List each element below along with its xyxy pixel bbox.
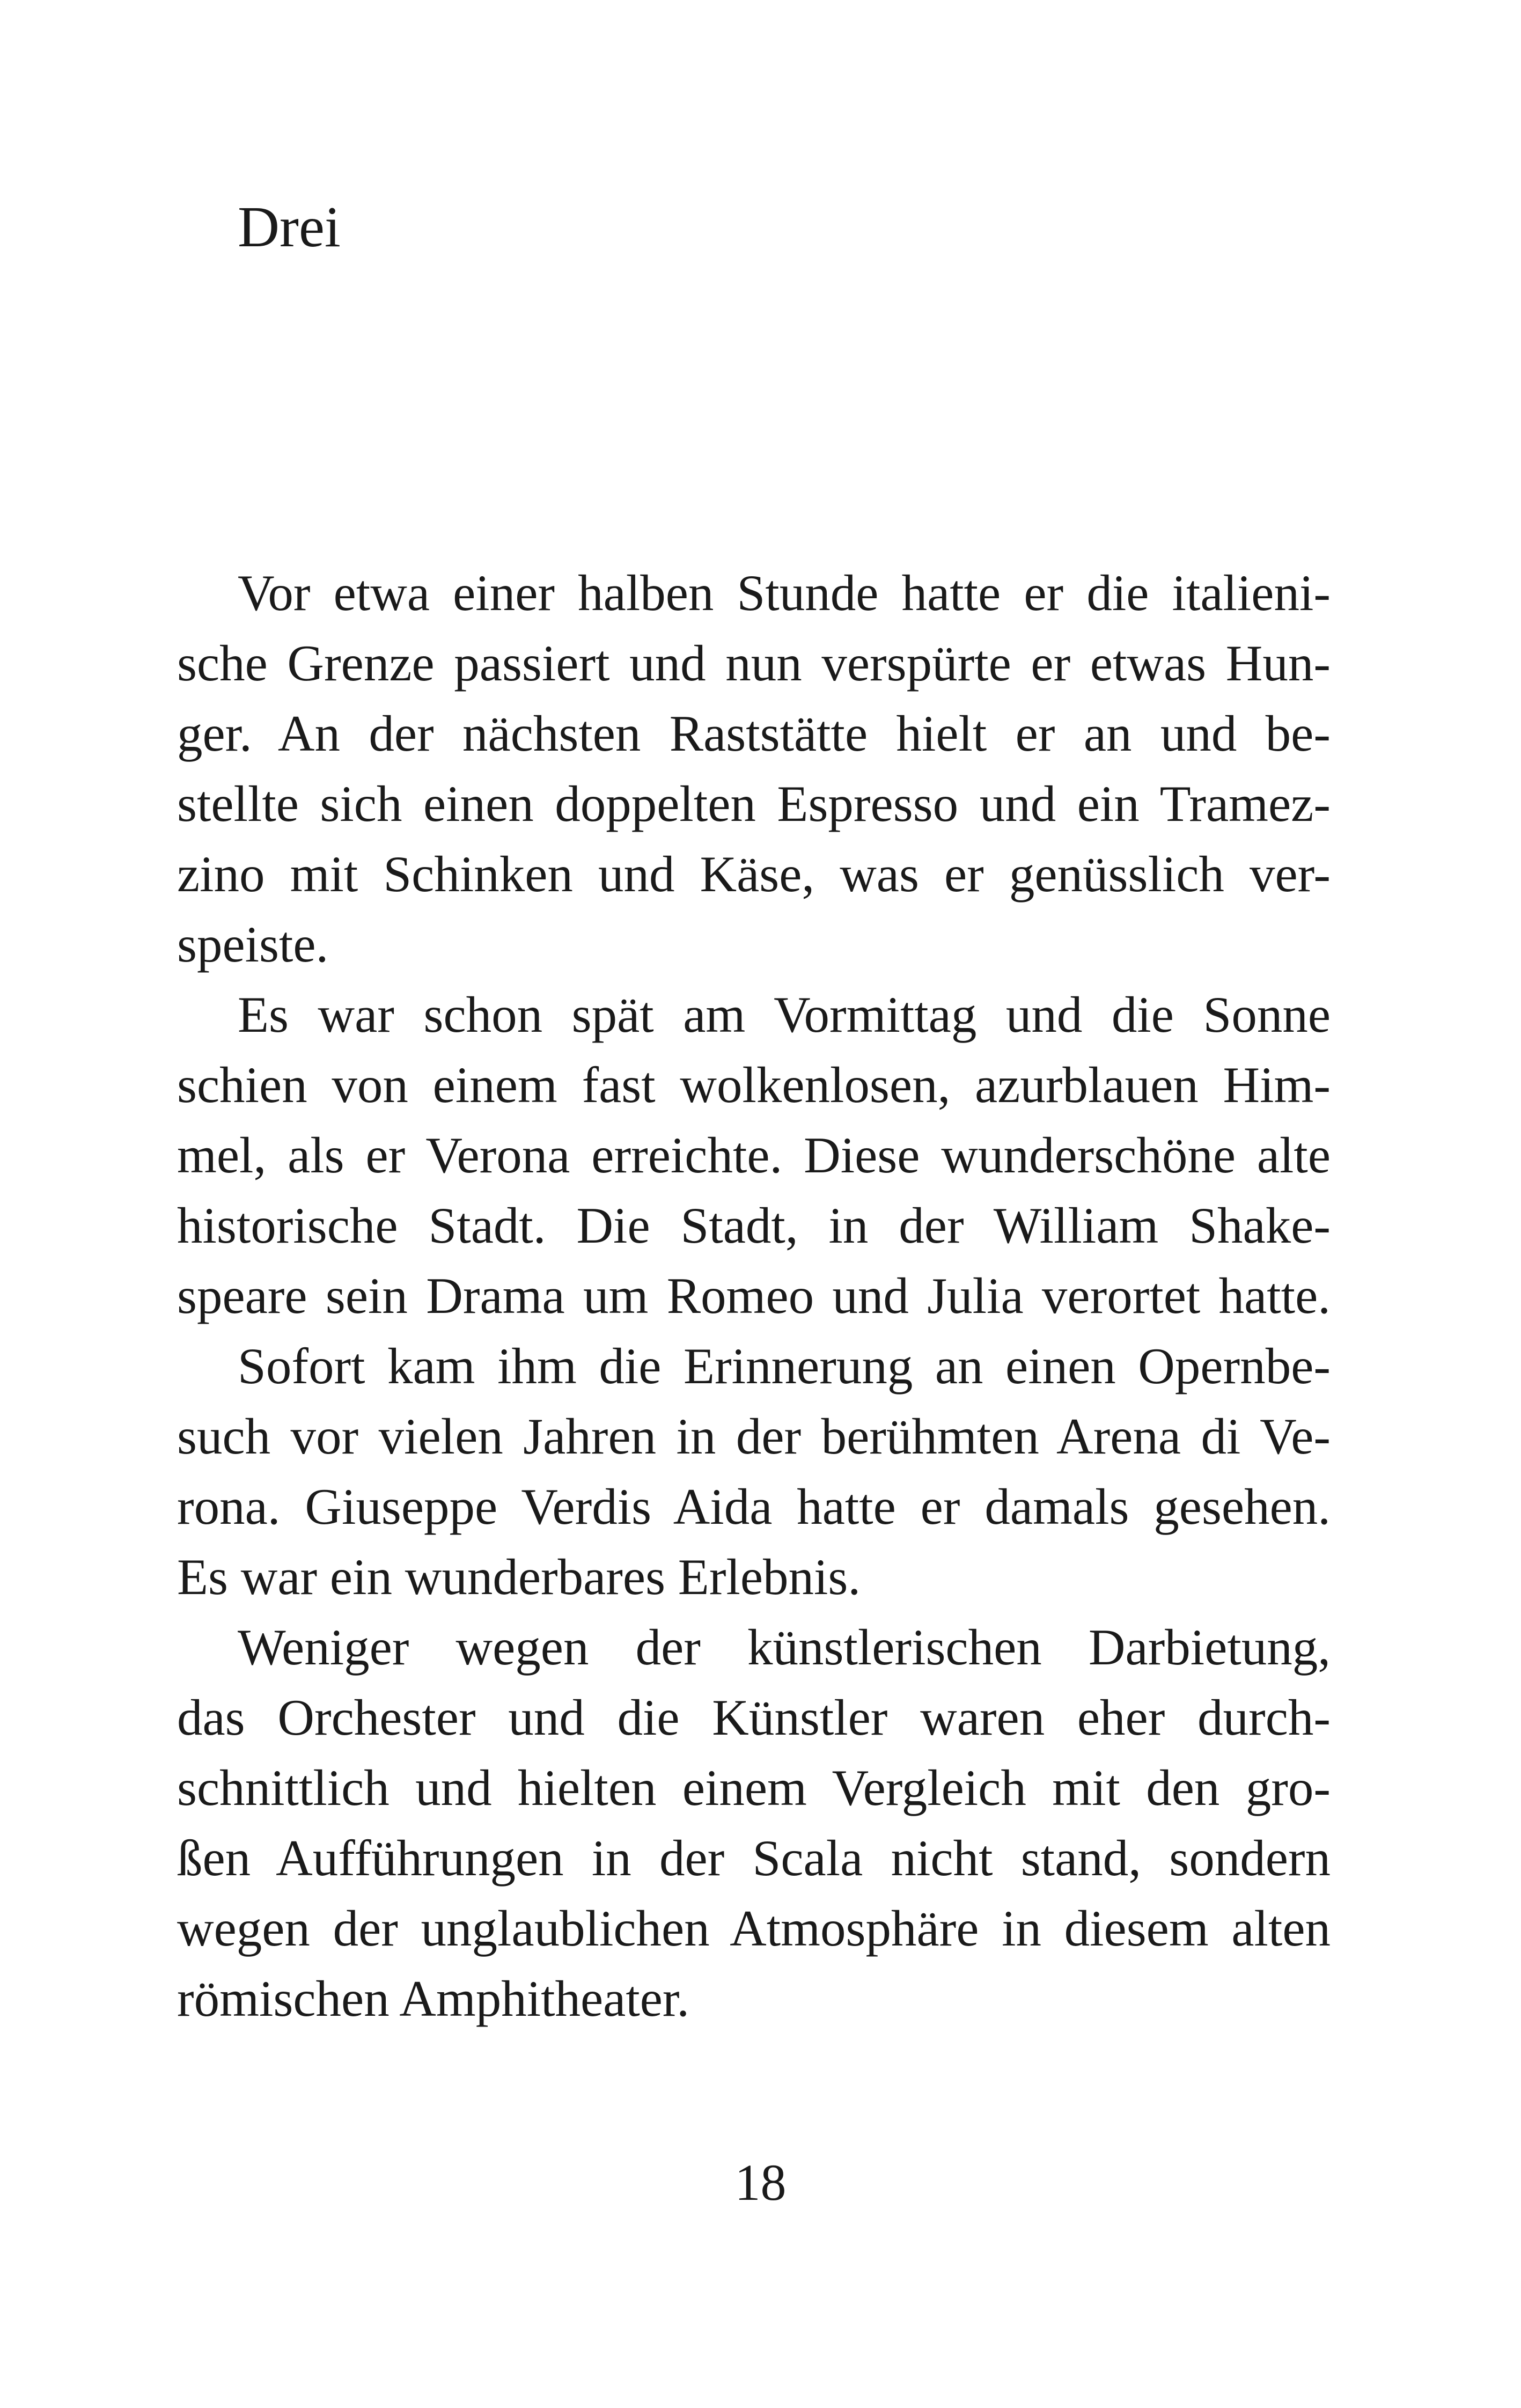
text-line: rona. Giuseppe Verdis Aida hatte er damals gesehen. bbox=[177, 1478, 1331, 1535]
text-line: stellte sich einen doppelten Espresso und ein Tramez- bbox=[177, 775, 1331, 832]
text-line: mel, als er Verona erreichte. Diese wunderschöne alte bbox=[177, 1127, 1331, 1184]
text-line: Sofort kam ihm die Erinnerung an einen Opernbe- bbox=[238, 1338, 1331, 1394]
text-line: speiste. bbox=[177, 916, 329, 973]
text-line: such vor vielen Jahren in der berühmten Arena di Ve- bbox=[177, 1408, 1331, 1465]
paragraph bbox=[177, 980, 1331, 1331]
text-line: schien von einem fast wolkenlosen, azurblauen Him- bbox=[177, 1056, 1331, 1113]
text-line: ßen Aufführungen in der Scala nicht stand, sondern bbox=[177, 1830, 1331, 1886]
text-line: Es war ein wunderbares Erlebnis. bbox=[177, 1548, 861, 1605]
paragraph bbox=[177, 558, 1331, 980]
text-line: ger. An der nächsten Raststätte hielt er an und be- bbox=[177, 705, 1331, 762]
text-line: Vor etwa einer halben Stunde hatte er die italieni- bbox=[238, 564, 1331, 621]
chapter-title: Drei bbox=[238, 195, 341, 259]
text-line: historische Stadt. Die Stadt, in der William Shake- bbox=[177, 1197, 1331, 1254]
text-line: Es war schon spät am Vormittag und die Sonne bbox=[238, 986, 1331, 1043]
paragraph bbox=[177, 1612, 1331, 2034]
text-line: Weniger wegen der künstlerischen Darbietung, bbox=[238, 1619, 1331, 1676]
text-line: zino mit Schinken und Käse, was er genüsslich ver- bbox=[177, 846, 1331, 902]
text-line: das Orchester und die Künstler waren eher durch- bbox=[177, 1689, 1331, 1746]
text-line: wegen der unglaublichen Atmosphäre in diesem alten bbox=[177, 1900, 1331, 1957]
text-line: speare sein Drama um Romeo und Julia verortet hatte. bbox=[177, 1267, 1331, 1324]
text-line: sche Grenze passiert und nun verspürte er etwas Hun- bbox=[177, 635, 1331, 692]
text-line: römischen Amphitheater. bbox=[177, 1970, 690, 2027]
paragraph bbox=[177, 1331, 1331, 1612]
text-line: schnittlich und hielten einem Vergleich mit den gro- bbox=[177, 1759, 1331, 1816]
page-number: 18 bbox=[734, 2154, 787, 2211]
body-text bbox=[177, 558, 1331, 2034]
